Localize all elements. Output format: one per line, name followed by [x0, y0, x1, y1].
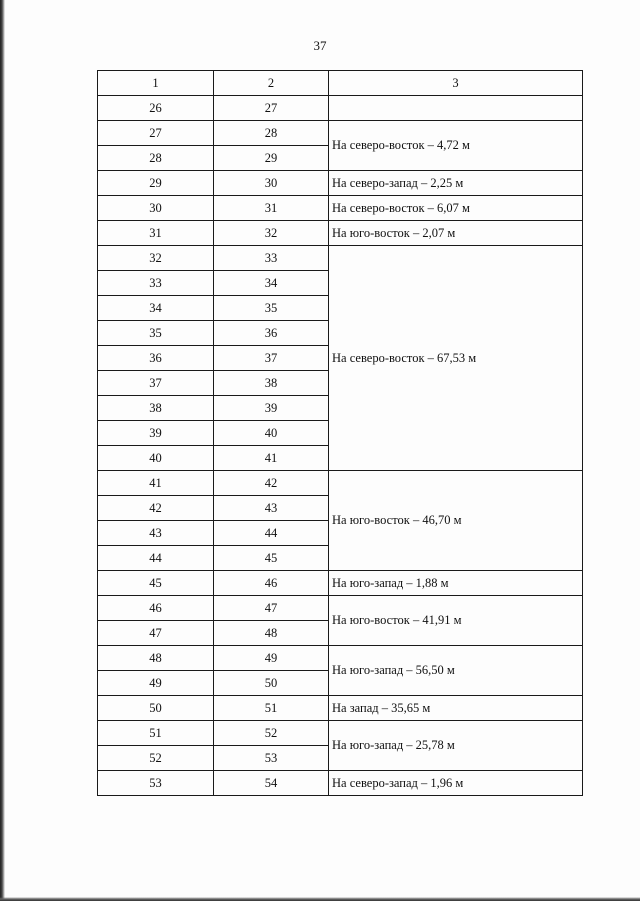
boundary-table: [97, 70, 583, 796]
direction-distance-cell: На юго-восток – 41,91 м: [329, 596, 583, 646]
direction-distance-cell: На юго-запад – 1,88 м: [329, 571, 583, 596]
point-from-cell: 37: [98, 371, 214, 396]
direction-distance-cell: На юго-запад – 56,50 м: [329, 646, 583, 696]
point-from-cell: 35: [98, 321, 214, 346]
point-to-cell: 39: [214, 396, 329, 421]
point-from-cell: 31: [98, 221, 214, 246]
point-to-cell: 33: [214, 246, 329, 271]
point-to-cell: 38: [214, 371, 329, 396]
point-to-cell: 35: [214, 296, 329, 321]
point-from-cell: 45: [98, 571, 214, 596]
direction-distance-cell: На северо-восток – 6,07 м: [329, 196, 583, 221]
point-to-cell: 45: [214, 546, 329, 571]
column-header-3: 3: [329, 71, 583, 96]
direction-distance-cell: На северо-восток – 67,53 м: [329, 246, 583, 471]
point-to-cell: 50: [214, 671, 329, 696]
direction-distance-cell: На запад – 35,65 м: [329, 696, 583, 721]
table-row: [98, 96, 583, 121]
table-row: [98, 246, 583, 271]
table-row: [98, 696, 583, 721]
direction-distance-cell: На северо-запад – 1,96 м: [329, 771, 583, 796]
table-row: [98, 196, 583, 221]
table-row: [98, 646, 583, 671]
scan-edge-left: [0, 0, 5, 901]
point-to-cell: 52: [214, 721, 329, 746]
table-row: [98, 221, 583, 246]
page-number: 37: [313, 38, 327, 53]
point-to-cell: 27: [214, 96, 329, 121]
point-to-cell: 47: [214, 596, 329, 621]
point-to-cell: 37: [214, 346, 329, 371]
point-from-cell: 48: [98, 646, 214, 671]
point-to-cell: 40: [214, 421, 329, 446]
point-from-cell: 30: [98, 196, 214, 221]
point-from-cell: 47: [98, 621, 214, 646]
point-from-cell: 51: [98, 721, 214, 746]
point-from-cell: 33: [98, 271, 214, 296]
table-row: [98, 121, 583, 146]
point-to-cell: 51: [214, 696, 329, 721]
direction-distance-cell: На северо-запад – 2,25 м: [329, 171, 583, 196]
point-to-cell: 41: [214, 446, 329, 471]
point-to-cell: 32: [214, 221, 329, 246]
point-from-cell: 32: [98, 246, 214, 271]
table-row: [98, 596, 583, 621]
point-to-cell: 46: [214, 571, 329, 596]
table-row: [98, 721, 583, 746]
direction-distance-cell: На юго-восток – 46,70 м: [329, 471, 583, 571]
point-to-cell: 48: [214, 621, 329, 646]
point-from-cell: 36: [98, 346, 214, 371]
point-to-cell: 30: [214, 171, 329, 196]
table-row: [98, 471, 583, 496]
point-to-cell: 36: [214, 321, 329, 346]
point-from-cell: 49: [98, 671, 214, 696]
scan-edge-bottom: [0, 897, 640, 901]
table-header-row: [98, 71, 583, 96]
point-from-cell: 44: [98, 546, 214, 571]
point-from-cell: 28: [98, 146, 214, 171]
point-from-cell: 41: [98, 471, 214, 496]
point-from-cell: 52: [98, 746, 214, 771]
point-from-cell: 42: [98, 496, 214, 521]
point-from-cell: 43: [98, 521, 214, 546]
table-body: [98, 96, 583, 796]
direction-distance-cell: [329, 96, 583, 121]
point-to-cell: 43: [214, 496, 329, 521]
column-header-1: 1: [98, 71, 214, 96]
point-from-cell: 38: [98, 396, 214, 421]
point-from-cell: 27: [98, 121, 214, 146]
direction-distance-cell: На юго-восток – 2,07 м: [329, 221, 583, 246]
point-to-cell: 42: [214, 471, 329, 496]
point-to-cell: 29: [214, 146, 329, 171]
column-header-2: 2: [214, 71, 329, 96]
point-to-cell: 44: [214, 521, 329, 546]
point-to-cell: 54: [214, 771, 329, 796]
point-from-cell: 53: [98, 771, 214, 796]
direction-distance-cell: На юго-запад – 25,78 м: [329, 721, 583, 771]
point-from-cell: 26: [98, 96, 214, 121]
point-to-cell: 49: [214, 646, 329, 671]
point-from-cell: 50: [98, 696, 214, 721]
table-header: [98, 71, 583, 96]
direction-distance-cell: На северо-восток – 4,72 м: [329, 121, 583, 171]
point-from-cell: 46: [98, 596, 214, 621]
point-from-cell: 34: [98, 296, 214, 321]
table-row: [98, 771, 583, 796]
point-from-cell: 40: [98, 446, 214, 471]
point-to-cell: 28: [214, 121, 329, 146]
point-to-cell: 34: [214, 271, 329, 296]
point-to-cell: 53: [214, 746, 329, 771]
point-from-cell: 29: [98, 171, 214, 196]
table-row: [98, 171, 583, 196]
point-to-cell: 31: [214, 196, 329, 221]
point-from-cell: 39: [98, 421, 214, 446]
table-row: [98, 571, 583, 596]
